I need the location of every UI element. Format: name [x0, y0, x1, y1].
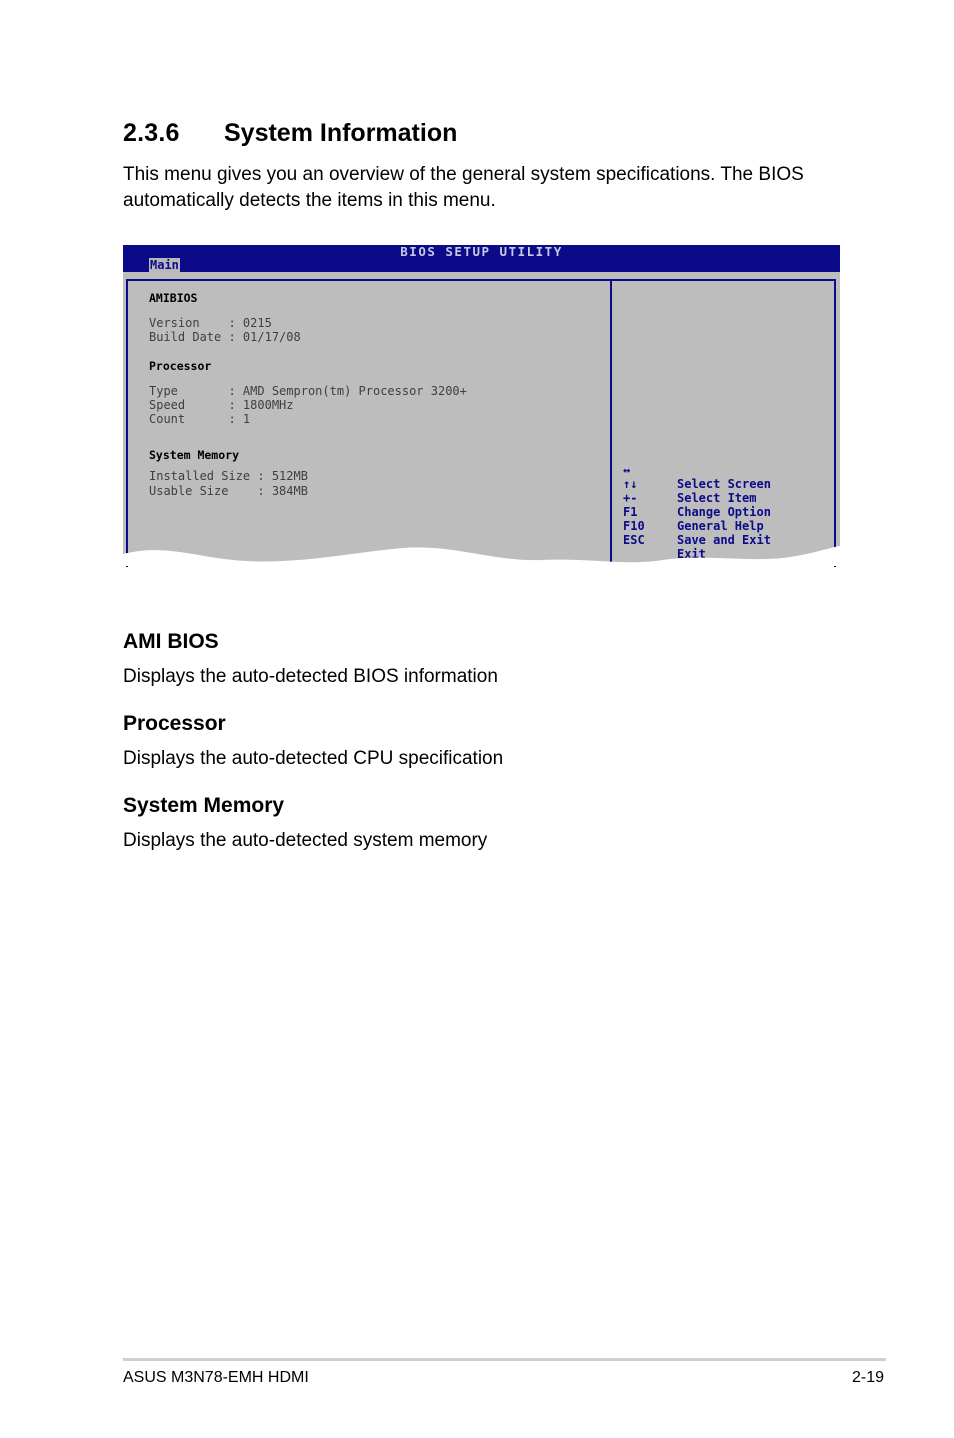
f1-key: F1: [623, 505, 638, 519]
count-line: Count : 1: [149, 412, 251, 426]
arrows-horizontal-icon: ↔: [623, 463, 631, 477]
plus-minus-key: +-: [623, 491, 638, 505]
bios-divider: [610, 279, 612, 565]
bios-screenshot: [123, 245, 840, 565]
ami-bios-heading: AMI BIOS: [123, 630, 219, 653]
arrows-vertical-icon: ↑↓: [623, 477, 638, 491]
key-desc: Exit: [677, 547, 706, 561]
intro-line-1: This menu gives you an overview of the general system specifications. The BIOS: [123, 164, 804, 185]
intro-paragraph: [123, 162, 843, 214]
footer-product: ASUS M3N78-EMH HDMI: [123, 1369, 309, 1386]
processor-section-text: Displays the auto-detected CPU specification: [123, 748, 504, 769]
key-desc: General Help: [677, 519, 764, 533]
memory-heading: System Memory: [149, 448, 240, 462]
key-desc: Select Item: [677, 491, 757, 505]
key-legend: [623, 449, 771, 561]
key-row: [623, 519, 706, 561]
build-date-line: Build Date : 01/17/08: [149, 330, 301, 344]
speed-line: Speed : 1800MHz: [149, 398, 294, 412]
usable-size-line: Usable Size : 384MB: [149, 484, 308, 498]
key-desc: Change Option: [677, 505, 771, 519]
intro-line-2: automatically detects the items in this menu.: [123, 190, 496, 211]
installed-size-line: Installed Size : 512MB: [149, 469, 308, 483]
amibios-heading: AMIBIOS: [149, 291, 198, 305]
key-desc: Select Screen: [677, 477, 771, 491]
f10-key: F10: [623, 519, 645, 533]
bios-body: [123, 272, 840, 565]
bios-title: BIOS SETUP UTILITY: [400, 244, 563, 259]
bios-title-bar: [123, 245, 840, 272]
processor-heading: Processor: [149, 359, 212, 373]
processor-section-heading: Processor: [123, 712, 226, 735]
esc-key: ESC: [623, 533, 645, 547]
footer-page-number: 2-19: [852, 1369, 885, 1386]
type-line: Type : AMD Sempron(tm) Processor 3200+: [149, 384, 467, 398]
version-line: Version : 0215: [149, 316, 272, 330]
footer-rule: [123, 1358, 886, 1361]
ami-bios-text: Displays the auto-detected BIOS information: [123, 666, 498, 687]
key-row: [623, 449, 771, 491]
section-number: 2.3.6: [123, 119, 180, 147]
torn-edge-wave: [123, 542, 840, 566]
tab-main[interactable]: Main: [150, 258, 179, 272]
key-desc: Save and Exit: [677, 533, 771, 547]
section-title: System Information: [224, 119, 458, 147]
system-memory-section-heading: System Memory: [123, 794, 285, 817]
system-memory-section-text: Displays the auto-detected system memory: [123, 830, 488, 851]
